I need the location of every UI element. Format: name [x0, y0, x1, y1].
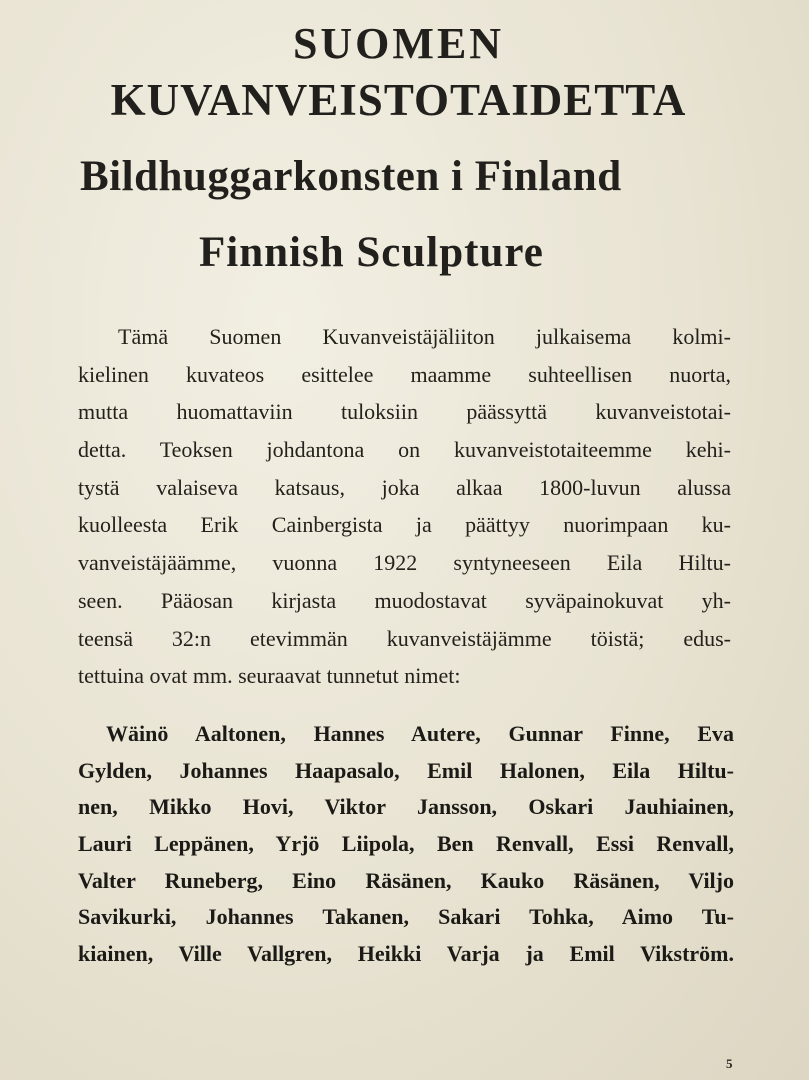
- names-line: Gylden, Johannes Haapasalo, Emil Halonen, Eila Hiltu-: [78, 757, 734, 783]
- names-line: Savikurki, Johannes Takanen, Sakari Tohka, Aimo Tu-: [78, 904, 734, 930]
- names-line: Lauri Leppänen, Yrjö Liipola, Ben Renvall, Essi Renvall,: [78, 831, 734, 857]
- intro-line: seen. Pääosan kirjasta muodostavat syväpainokuvat yh-: [78, 587, 731, 613]
- title-finnish-line-1: SUOMEN: [292, 19, 505, 68]
- names-line: kiainen, Ville Vallgren, Heikki Varja ja Emil Vikström.: [78, 941, 734, 967]
- intro-paragraph: [78, 318, 731, 695]
- intro-line: mutta huomattaviin tuloksiin päässyttä kuvanveistotai-: [78, 399, 731, 425]
- intro-line: kielinen kuvateos esittelee maamme suhteellisen nuorta,: [78, 361, 731, 387]
- names-line: nen, Mikko Hovi, Viktor Jansson, Oskari Jauhiainen,: [78, 794, 734, 820]
- intro-line: Tämä Suomen Kuvanveistäjäliiton julkaisema kolmi-: [118, 324, 731, 349]
- title-swedish: Bildhuggarkonsten i Finland: [80, 153, 622, 200]
- intro-line: tettuina ovat mm. seuraavat tunnetut nimet:: [78, 663, 461, 689]
- intro-line: teensä 32:n etevimmän kuvanveistäjämme töistä; edus-: [78, 625, 731, 651]
- intro-line: detta. Teoksen johdantona on kuvanveistotaiteemme kehi-: [78, 437, 731, 463]
- names-line: Valter Runeberg, Eino Räsänen, Kauko Räsänen, Viljo: [78, 867, 734, 893]
- page-number: 5: [726, 1056, 733, 1071]
- intro-line: tystä valaiseva katsaus, joka alkaa 1800-luvun alussa: [78, 474, 731, 500]
- sculptor-names-paragraph: [78, 716, 734, 973]
- intro-line: vanveistäjäämme, vuonna 1922 syntyneeseen Eila Hiltu-: [78, 550, 731, 576]
- title-english: Finnish Sculpture: [199, 229, 544, 276]
- names-line: Wäinö Aaltonen, Hannes Autere, Gunnar Finne, Eva: [106, 721, 734, 746]
- intro-line: kuolleesta Erik Cainbergista ja päättyy nuorimpaan ku-: [78, 512, 731, 538]
- title-finnish-line-2: KUVANVEISTOTAIDETTA: [110, 75, 687, 125]
